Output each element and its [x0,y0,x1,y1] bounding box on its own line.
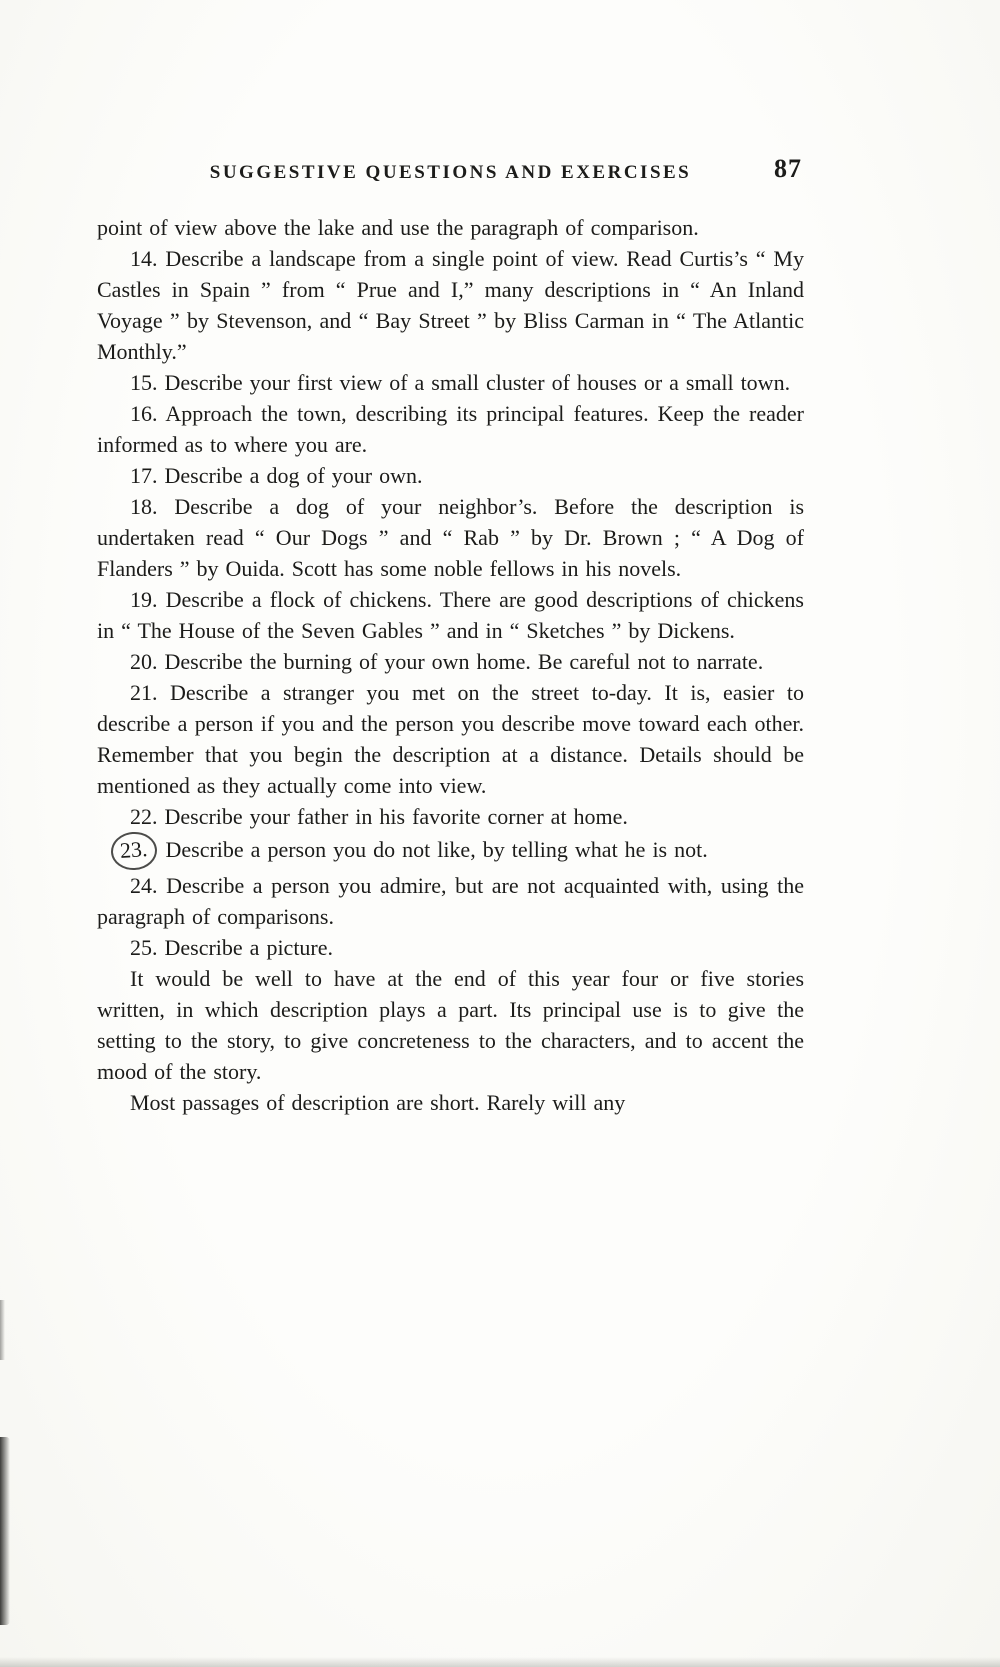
exercise-item-23-text: Describe a person you do not like, by telling what he is not. [165,837,708,862]
exercise-item-16: 16. Approach the town, describing its principal features. Keep the reader informed as to where you are. [97,401,804,457]
scan-bottom-shadow [0,1657,1000,1667]
page-number: 87 [774,154,802,183]
running-head [97,154,804,196]
circled-number-annotation: 23. [110,830,158,871]
body-text [97,212,804,1118]
exercise-item-24: 24. Describe a person you admire, but are not acquainted with, using the paragraph of comparisons. [97,873,804,929]
exercise-item-19: 19. Describe a flock of chickens. There are good descriptions of chickens in “ The House of the Seven Gables ” and in “ Sketches ” by Dickens. [97,587,804,643]
exercise-item-22: 22. Describe your father in his favorite corner at home. [130,804,628,829]
scan-edge-artifact [0,1437,10,1625]
exercise-item-21: 21. Describe a stranger you met on the street to-day. It is, easier to describe a person if you and the person you describe move toward each other. Remember that you begin the description at a distance. Details should be mentioned as they actually come into view. [97,680,804,798]
exercise-item-17: 17. Describe a dog of your own. [130,463,423,488]
continued-paragraph: point of view above the lake and use the paragraph of comparison. [97,215,699,240]
exercise-item-25: 25. Describe a picture. [130,935,334,960]
exercise-item-15: 15. Describe your first view of a small cluster of houses or a small town. [130,370,791,395]
exercise-item-23 [97,832,804,870]
closing-paragraph-1: It would be well to have at the end of this year four or five stories written, in which description plays a part. Its principal use is to give the setting to the story, to give concreteness to the characters, and to accent the mood of the story. [97,966,804,1084]
page-title: SUGGESTIVE QUESTIONS AND EXERCISES [209,162,692,183]
exercise-item-18: 18. Describe a dog of your neighbor’s. Before the description is undertaken read “ Our Dogs ” and “ Rab ” by Dr. Brown ; “ A Dog of Flanders ” by Ouida. Scott has some noble fellows in his novels. [97,494,804,581]
closing-paragraph-2: Most passages of description are short. Rarely will any [130,1090,626,1115]
exercise-item-14: 14. Describe a landscape from a single point of view. Read Curtis’s “ My Castles in Spain ” from “ Prue and I,” many descriptions in “ An Inland Voyage ” by Stevenson, and “ Bay Street ” by Bliss Carman in “ The Atlantic Monthly.” [97,246,804,364]
text-column [97,154,804,1118]
scan-edge-artifact-small [0,1300,5,1360]
exercise-item-20: 20. Describe the burning of your own home. Be careful not to narrate. [130,649,764,674]
